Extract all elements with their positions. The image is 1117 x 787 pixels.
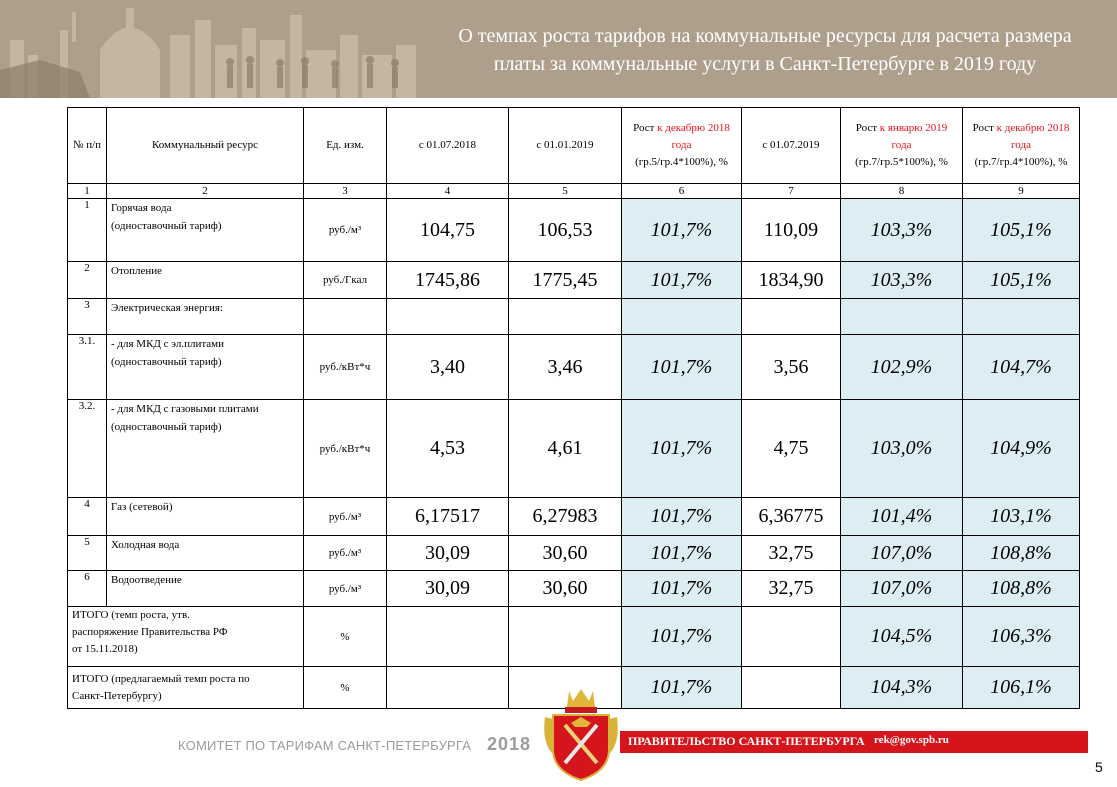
header-num: № п/п xyxy=(68,108,107,184)
table-row: 3 Электрическая энергия: xyxy=(68,299,1080,335)
table-row: 1 Горячая вода (одноставочный тариф) руб./м³ 104,75 106,53 101,7% 110,09 103,3% 105,1% xyxy=(68,199,1080,262)
committee-name: КОМИТЕТ ПО ТАРИФАМ САНКТ-ПЕТЕРБУРГА xyxy=(178,738,472,753)
table-header-row xyxy=(68,108,1080,184)
footer-year: 2018 xyxy=(487,734,532,754)
header-col8: Рост к январю 2019 года (гр.7/гр.5*100%), % xyxy=(841,108,963,184)
column-index-row: 1 2 3 4 5 6 7 8 9 xyxy=(68,184,1080,199)
government-email-link[interactable]: rek@gov.spb.ru xyxy=(874,734,949,746)
itogo-row-proposed: ИТОГО (предлагаемый темп роста по Санкт-Петербургу) % 101,7% 104,3% 106,1% xyxy=(68,667,1080,709)
table-row: 4 Газ (сетевой) руб./м³ 6,17517 6,27983 101,7% 6,36775 101,4% 103,1% xyxy=(68,498,1080,536)
header-col5: с 01.01.2019 xyxy=(509,108,622,184)
header-col7: с 01.07.2019 xyxy=(742,108,841,184)
page-number: 5 xyxy=(1095,759,1103,775)
itogo-row-approved: ИТОГО (темп роста, утв. распоряжение Правительства РФ от 15.11.2018) % 101,7% 104,5% 106,3% xyxy=(68,607,1080,667)
header-banner xyxy=(0,0,1117,98)
table-row: 2 Отопление руб./Гкал 1745,86 1775,45 101,7% 1834,90 103,3% 105,1% xyxy=(68,262,1080,299)
government-name: ПРАВИТЕЛЬСТВО САНКТ-ПЕТЕРБУРГА xyxy=(628,734,865,748)
title-line-1: О темпах роста тарифов на коммунальные ресурсы для расчета размера xyxy=(458,25,1072,47)
city-skyline-illustration xyxy=(0,0,430,98)
tariff-table xyxy=(67,107,1080,709)
header-resource: Коммунальный ресурс xyxy=(107,108,304,184)
page-title xyxy=(420,22,1110,78)
header-unit: Ед. изм. xyxy=(304,108,387,184)
coat-of-arms-icon xyxy=(543,687,619,782)
table-row: 5 Холодная вода руб./м³ 30,09 30,60 101,7% 32,75 107,0% 108,8% xyxy=(68,536,1080,571)
header-col4: с 01.07.2018 xyxy=(387,108,509,184)
header-col6: Рост к декабрю 2018 года (гр.5/гр.4*100%), % xyxy=(622,108,742,184)
table-row: 3.2. - для МКД с газовыми плитами (одноставочный тариф) руб./кВт*ч 4,53 4,61 101,7% 4,75 103,0% 104,9% xyxy=(68,400,1080,498)
government-bar xyxy=(620,731,1088,753)
table-row: 6 Водоотведение руб./м³ 30,09 30,60 101,7% 32,75 107,0% 108,8% xyxy=(68,571,1080,607)
title-line-2: платы за коммунальные услуги в Санкт-Петербурге в 2019 году xyxy=(493,53,1037,75)
header-col9: Рост к декабрю 2018 года (гр.7/гр.4*100%), % xyxy=(963,108,1080,184)
table-row: 3.1. - для МКД с эл.плитами (одноставочный тариф) руб./кВт*ч 3,40 3,46 101,7% 3,56 102,9% 104,7% xyxy=(68,335,1080,400)
